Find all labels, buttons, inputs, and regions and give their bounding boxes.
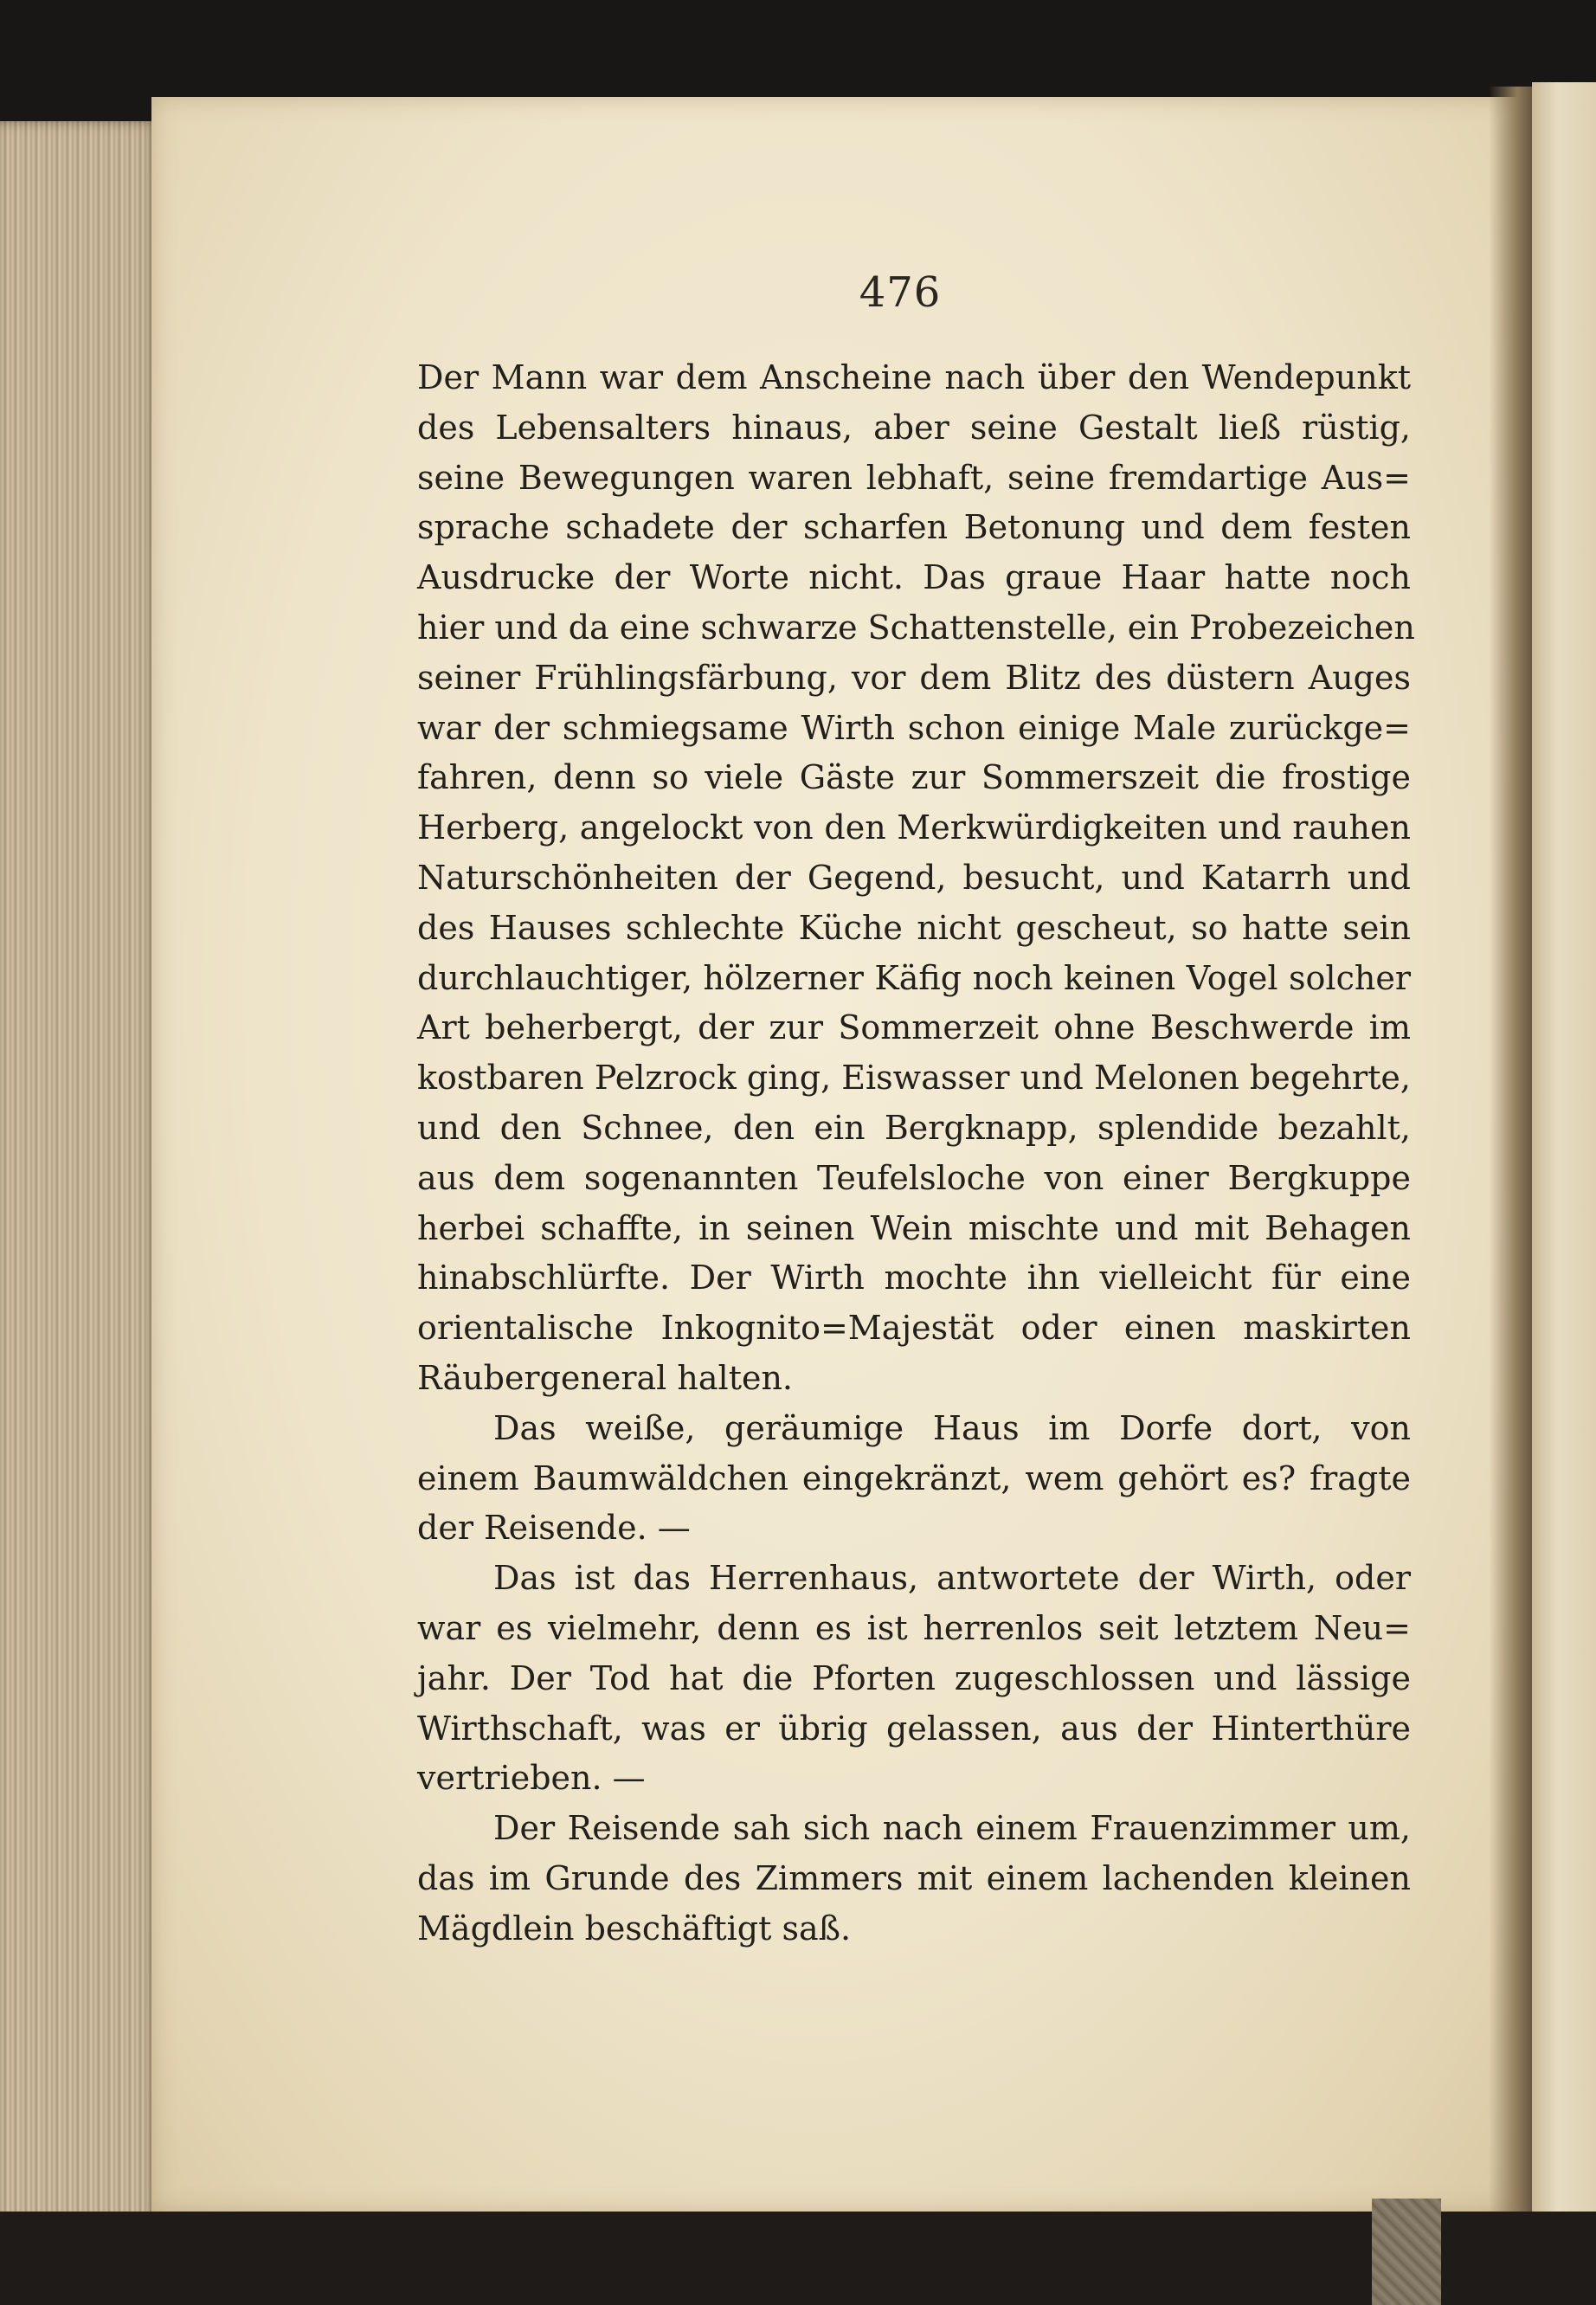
text-line: seiner Frühlingsfärbung, vor dem Blitz des düstern Auges — [417, 658, 1411, 697]
text-line: des Lebensalters hinaus, aber seine Gestalt ließ rüstig, — [417, 408, 1411, 447]
text-line: Räubergeneral halten. — [417, 1358, 794, 1397]
text-line: sprache schadete der scharfen Betonung und dem festen — [417, 508, 1411, 547]
text-line: orientalische Inkognito=Majestät oder einen maskirten — [417, 1309, 1411, 1348]
text-line: Ausdrucke der Worte nicht. Das graue Haar hatte noch — [417, 558, 1411, 597]
page-edges-left — [0, 121, 160, 2225]
text-line: durchlauchtiger, hölzerner Käfig noch keinen Vogel solcher — [417, 958, 1411, 997]
facing-page-edge — [1532, 82, 1596, 2229]
text-line: und den Schnee, den ein Bergknapp, splendide bezahlt, — [417, 1108, 1411, 1147]
text-line: Mägdlein beschäftigt saß. — [417, 1909, 852, 1948]
text-line: herbei schaffte, in seinen Wein mischte und mit Behagen — [417, 1208, 1411, 1247]
text-line: war der schmiegsame Wirth schon einige Male zurückge= — [417, 708, 1411, 747]
scan-background — [0, 2212, 1596, 2305]
text-line: vertrieben. — — [417, 1759, 646, 1798]
book-gutter — [1489, 87, 1536, 2225]
text-line: hinabschlürfte. Der Wirth mochte ihn vielleicht für eine — [417, 1259, 1411, 1297]
text-line: Das ist das Herrenhaus, antwortete der Wirth, oder — [493, 1559, 1411, 1598]
text-line: aus dem sogenannten Teufelsloche von einer Bergkuppe — [417, 1158, 1411, 1197]
bookmark-ribbon — [1372, 2199, 1441, 2305]
text-line: Naturschönheiten der Gegend, besucht, und Katarrh und — [417, 858, 1411, 897]
text-line: jahr. Der Tod hat die Pforten zugeschlossen und lässige — [417, 1658, 1411, 1697]
text-line: Wirthschaft, was er übrig gelassen, aus der Hinterthüre — [417, 1709, 1411, 1748]
text-line: hier und da eine schwarze Schattenstelle, ein Probezeichen — [417, 608, 1415, 647]
text-line: der Reisende. — — [417, 1509, 691, 1548]
text-line: Der Reisende sah sich nach einem Frauenzimmer um, — [493, 1809, 1411, 1848]
text-line: Art beherbergt, der zur Sommerzeit ohne Beschwerde im — [417, 1008, 1411, 1047]
text-line: Das weiße, geräumige Haus im Dorfe dort, von — [493, 1408, 1411, 1447]
text-line: seine Bewegungen waren lebhaft, seine fremdartige Aus= — [417, 458, 1411, 497]
page-number: 476 — [859, 268, 942, 317]
text-line: war es vielmehr, denn es ist herrenlos seit letztem Neu= — [417, 1608, 1411, 1647]
text-line: Herberg, angelockt von den Merkwürdigkeiten und rauhen — [417, 808, 1411, 847]
text-line: des Hauses schlechte Küche nicht gescheut, so hatte sein — [417, 908, 1411, 947]
text-line: Der Mann war dem Anscheine nach über den Wendepunkt — [417, 358, 1411, 396]
text-line: kostbaren Pelzrock ging, Eiswasser und Melonen begehrte, — [417, 1059, 1411, 1098]
text-line: das im Grunde des Zimmers mit einem lachenden kleinen — [417, 1858, 1411, 1897]
body-text — [417, 353, 1415, 1954]
text-line: einem Baumwäldchen eingekränzt, wem gehört es? fragte — [417, 1458, 1411, 1497]
text-line: fahren, denn so viele Gäste zur Sommerszeit die frostige — [417, 758, 1411, 797]
